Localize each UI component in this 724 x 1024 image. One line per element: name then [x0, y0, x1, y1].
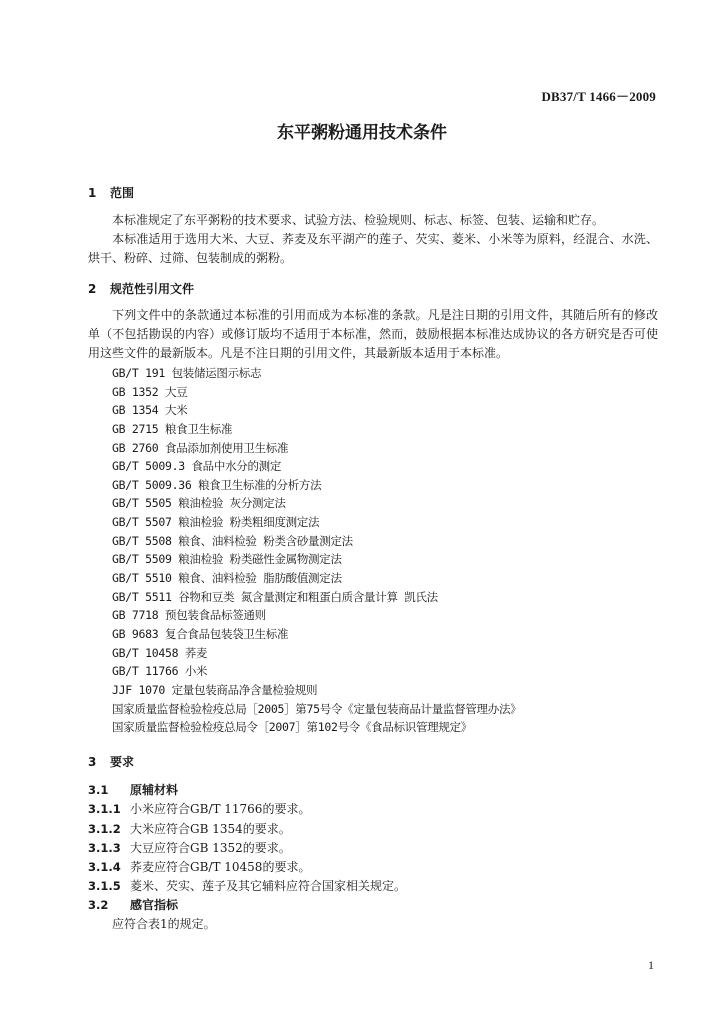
clause-text: 菱米、芡实、莲子及其它辅料应符合国家相关规定。	[130, 879, 407, 893]
section-2-paragraph	[88, 306, 658, 363]
clause-number: 3.1	[88, 783, 109, 797]
reference-item: GB/T 5507 粮油检验 粉类粗细度测定法	[112, 515, 320, 530]
section-number: 3	[88, 755, 97, 769]
clause-text: 大豆应符合GB 1352的要求。	[130, 841, 291, 855]
reference-item: GB 2760 食品添加剂使用卫生标准	[112, 440, 289, 455]
clause-title: 感官指标	[130, 898, 179, 912]
clause-3-1-4	[88, 858, 310, 875]
paragraph-text: 下列文件中的条款通过本标准的引用而成为本标准的条款。凡是注日期的引用文件，其随后所有的修改单（不包括勘误的内容）或修订版均不适用于本标准，然而，鼓励根据本标准达成协议的各方研究是否可使用这些文件的最新版本。凡是不注日期的引用文件，其最新版本适用于本标准。	[88, 308, 658, 360]
clause-number: 3.1.4	[88, 860, 121, 874]
section-1-paragraph-1	[88, 211, 658, 230]
reference-item: 国家质量监督检验检疫总局令［2007］第102号令《食品标识管理规定》	[112, 720, 472, 735]
section-1-heading	[88, 184, 134, 201]
standard-number: DB37/T 1466－2009	[541, 89, 656, 104]
clause-number: 3.2	[88, 898, 109, 912]
page-number: 1	[648, 958, 654, 972]
reference-item: GB/T 5509 粮油检验 粉类磁性金属物测定法	[112, 552, 342, 567]
section-title: 要求	[110, 755, 135, 769]
reference-item: GB 1354 大米	[112, 403, 188, 418]
clause-3-1-1	[88, 800, 310, 817]
section-number: 2	[88, 282, 97, 296]
section-2-heading	[88, 280, 194, 297]
clause-3-2-text: 应符合表1的规定。	[112, 917, 216, 931]
reference-item: 国家质量监督检验检疫总局［2005］第75号令《定量包装商品计量监督管理办法》	[112, 701, 522, 716]
clause-number: 3.1.2	[88, 822, 121, 836]
reference-item: GB 9683 复合食品包装袋卫生标准	[112, 626, 289, 641]
section-3-heading	[88, 753, 134, 770]
clause-3-1-2	[88, 820, 291, 837]
clause-3-1	[88, 781, 178, 798]
reference-item: GB/T 191 包装储运图示标志	[112, 366, 262, 380]
reference-item: GB/T 5505 粮油检验 灰分测定法	[112, 496, 286, 511]
clause-3-1-3	[88, 839, 291, 856]
reference-item: JJF 1070 定量包装商品净含量检验规则	[112, 682, 318, 697]
clause-number: 3.1.3	[88, 841, 121, 855]
clause-title: 原辅材料	[130, 783, 179, 797]
reference-item: GB/T 5009.3 食品中水分的测定	[112, 459, 282, 474]
section-title: 规范性引用文件	[110, 282, 195, 296]
reference-item: GB/T 11766 小米	[112, 664, 208, 679]
clause-text: 荞麦应符合GB/T 10458的要求。	[130, 860, 311, 874]
reference-item: GB 7718 预包装食品标签通则	[112, 608, 266, 623]
reference-item: GB/T 5511 谷物和豆类 氮含量测定和粗蛋白质含量计算 凯氏法	[112, 589, 438, 604]
reference-item: GB/T 5009.36 粮食卫生标准的分析方法	[112, 477, 322, 492]
reference-item: GB/T 5510 粮食、油料检验 脂肪酸值测定法	[112, 571, 342, 586]
document-title: 东平粥粉通用技术条件	[277, 123, 447, 143]
clause-text: 小米应符合GB/T 11766的要求。	[130, 802, 311, 816]
reference-item: GB 1352 大豆	[112, 384, 188, 399]
clause-text: 大米应符合GB 1354的要求。	[130, 822, 291, 836]
normative-references-list	[112, 364, 521, 737]
clause-3-1-5	[88, 877, 406, 894]
section-1-paragraph-2	[88, 230, 658, 268]
section-number: 1	[88, 186, 97, 200]
section-title: 范围	[110, 186, 135, 200]
paragraph-text: 本标准适用于选用大米、大豆、荞麦及东平湖产的莲子、芡实、菱米、小米等为原料，经混合、水洗、烘干、粉碎、过筛、包装制成的粥粉。	[88, 232, 658, 265]
clause-3-2	[88, 896, 178, 913]
reference-item: GB/T 10458 荞麦	[112, 645, 208, 660]
reference-item: GB/T 5508 粮食、油料检验 粉类含砂量测定法	[112, 533, 353, 548]
clause-number: 3.1.1	[88, 802, 121, 816]
clause-number: 3.1.5	[88, 879, 121, 893]
reference-item: GB 2715 粮食卫生标准	[112, 421, 233, 436]
paragraph-text: 本标准规定了东平粥粉的技术要求、试验方法、检验规则、标志、标签、包装、运输和贮存。	[112, 213, 605, 227]
